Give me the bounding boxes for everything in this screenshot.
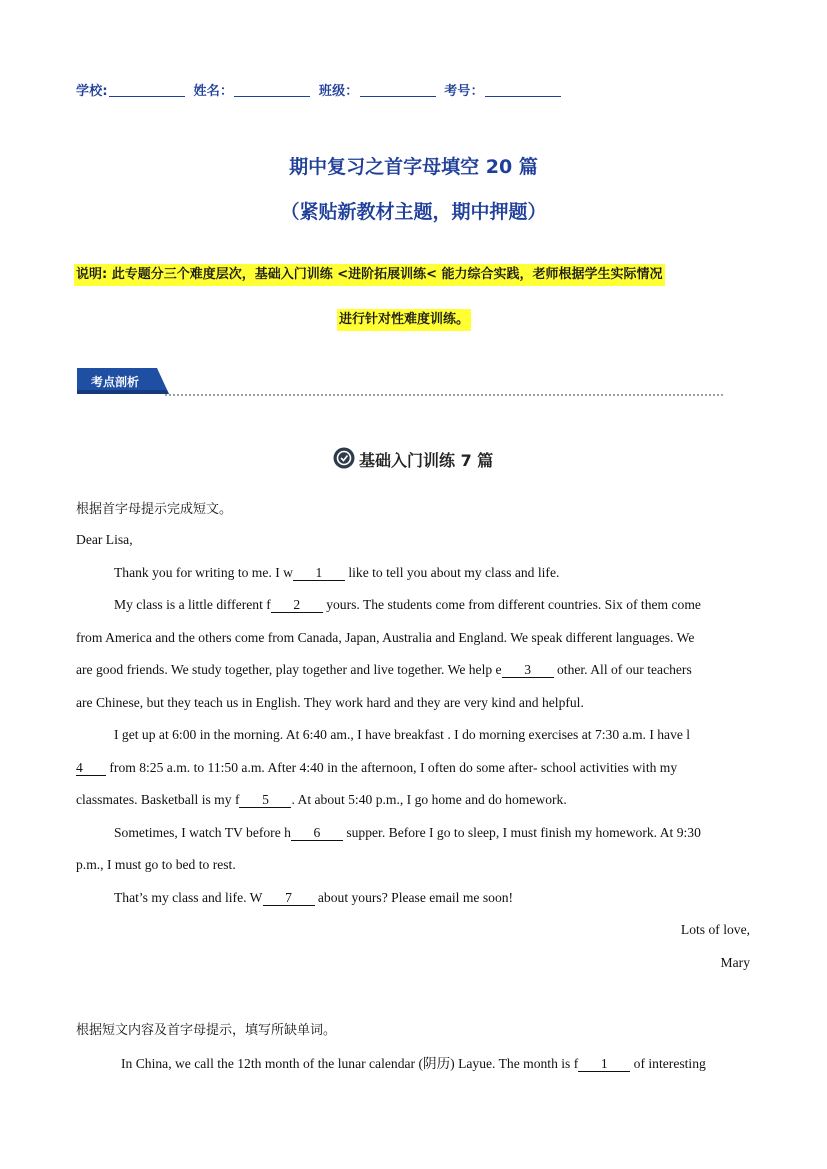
class-blank[interactable]	[360, 84, 436, 97]
blank-7[interactable]: 7	[263, 891, 315, 906]
passage1-line: are good friends. We study together, play together and live together. We help e 3 other. All of our teachers	[76, 662, 692, 677]
blank-5[interactable]: 5	[239, 793, 291, 808]
passage1-line: Sometimes, I watch TV before h 6 supper. Before I go to sleep, I must finish my homework. At 9:30	[114, 825, 701, 840]
passage1-line: p.m., I must go to bed to rest.	[76, 857, 236, 872]
blank-4[interactable]: 4	[76, 761, 106, 776]
passage1-line: 4 from 8:25 a.m. to 11:50 a.m. After 4:40 in the afternoon, I often do some after- school activities with my	[76, 760, 678, 775]
blank-6[interactable]: 6	[291, 826, 343, 841]
circle-badge-icon	[333, 447, 355, 469]
passage1-line: from America and the others come from Canada, Japan, Australia and England. We speak different languages. We	[76, 630, 695, 645]
section-tab-label: 考点剖析	[91, 375, 140, 389]
passage1-line: I get up at 6:00 in the morning. At 6:40 am., I have breakfast . I do morning exercises at 7:30 a.m. I have l	[114, 727, 691, 742]
section-tab	[77, 368, 169, 394]
instruction-note-line1: 说明: 此专题分三个难度层次，基础入门训练 <进阶拓展训练< 能力综合实践，老师根据学生实际情况	[74, 264, 665, 286]
school-label: 学校:	[76, 84, 108, 99]
section-divider	[165, 394, 723, 396]
school-blank[interactable]	[109, 84, 185, 97]
name-label: 姓名：	[193, 84, 234, 99]
exam-no-blank[interactable]	[485, 84, 561, 97]
letter-greeting: Dear Lisa,	[76, 532, 133, 547]
exam-no-label: 考号：	[444, 84, 484, 99]
passage1-line: That’s my class and life. W 7 about yours? Please email me soon!	[114, 890, 514, 905]
instruction-note-line2: 进行针对性难度训练。	[337, 309, 471, 331]
blank-3[interactable]: 3	[502, 663, 554, 678]
passage1-line: are Chinese, but they teach us in English. They work hard and they are very kind and helpful.	[76, 695, 584, 710]
passage2-line: In China, we call the 12th month of the lunar calendar (阴历) Layue. The month is f 1 of interesting	[121, 1056, 706, 1071]
passage1-line: classmates. Basketball is my f 5 . At about 5:40 p.m., I go home and do homework.	[76, 792, 567, 807]
passage1-instruction: 根据首字母提示完成短文。	[76, 502, 233, 517]
blank-2[interactable]: 2	[271, 598, 323, 613]
page-subtitle: （紧贴新教材主题，期中押题）	[280, 201, 547, 223]
class-label: 班级：	[318, 84, 359, 99]
passage2-instruction: 根据短文内容及首字母提示，填写所缺单词。	[76, 1023, 337, 1038]
sub-heading-text: 基础入门训练 7 篇	[359, 451, 494, 470]
letter-closing: Lots of love,	[680, 922, 750, 937]
letter-signature: Mary	[720, 955, 750, 970]
blank-p2-1[interactable]: 1	[578, 1057, 630, 1072]
page-title: 期中复习之首字母填空 20 篇	[289, 156, 538, 178]
passage1-line: Thank you for writing to me. I w 1 like to tell you about my class and life.	[114, 565, 560, 580]
student-info-line	[76, 80, 565, 99]
blank-1[interactable]: 1	[293, 566, 345, 581]
passage1-line: My class is a little different f 2 yours. The students come from different countries. Six of them come	[114, 597, 701, 612]
name-blank[interactable]	[234, 84, 310, 97]
